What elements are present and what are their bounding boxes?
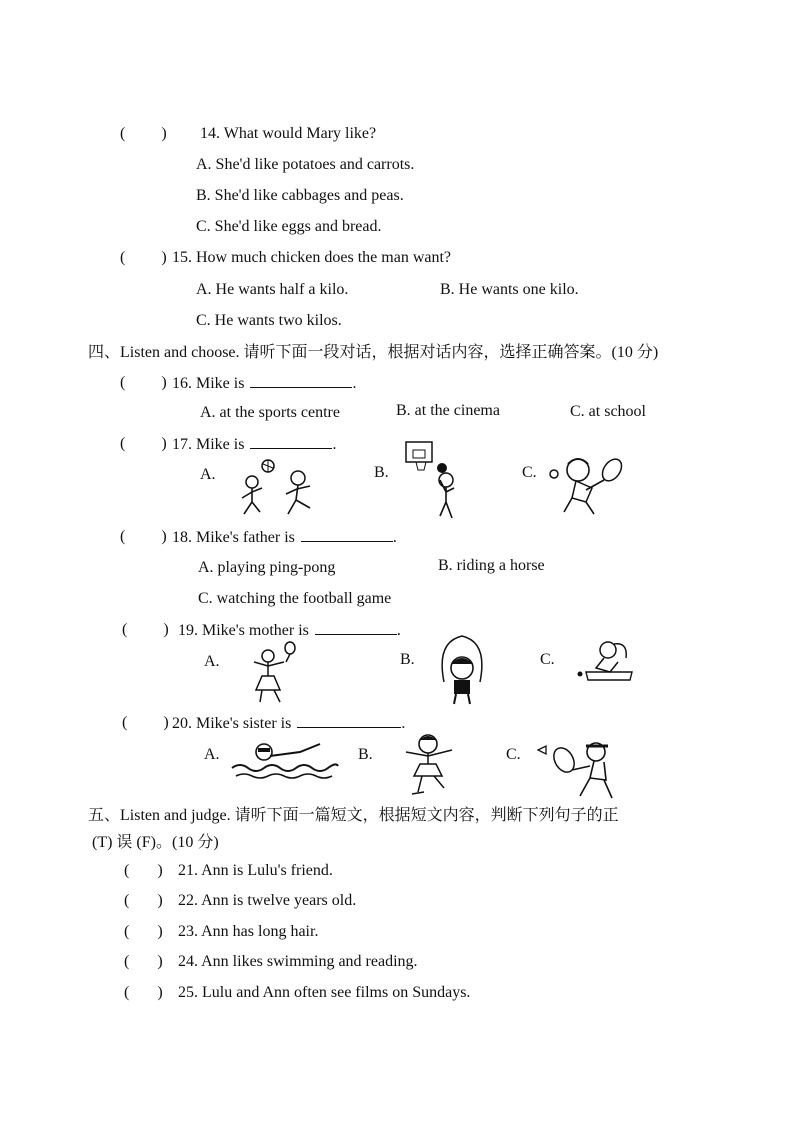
q19-option-a-label: A. (204, 653, 220, 670)
q25-open-paren: ( (124, 984, 130, 1001)
q21-statement: 21. Ann is Lulu's friend. (178, 862, 333, 879)
q25-answer-bracket[interactable] (124, 983, 163, 1003)
q20-question (172, 713, 405, 734)
q16-question (172, 373, 356, 394)
skating-girl-icon (396, 732, 460, 802)
section5-title: 五、Listen and judge. 请听下面一篇短文，根据短文内容，判断下列句子的正 (88, 807, 619, 824)
q18-answer-bracket[interactable] (120, 527, 167, 547)
q16-end: . (352, 375, 357, 392)
q25-close-paren: ) (157, 984, 163, 1001)
q15-open-paren: ( (120, 249, 126, 266)
q18-blank[interactable] (301, 527, 393, 542)
q24-answer-bracket[interactable] (124, 952, 163, 972)
q17-option-c-label: C. (522, 464, 537, 481)
q21-close-paren: ) (157, 862, 163, 879)
q19-question (178, 620, 401, 641)
q24-statement: 24. Ann likes swimming and reading. (178, 953, 418, 970)
q17-question (172, 434, 336, 455)
q15-question: 15. How much chicken does the man want? (172, 249, 452, 266)
q17-option-a-label: A. (200, 466, 216, 483)
q17-close-paren: ) (161, 435, 167, 452)
q14-close-paren: ) (161, 125, 167, 142)
soccer-players-icon (230, 458, 340, 520)
badminton-girl-icon (534, 738, 624, 802)
q20-open-paren: ( (122, 714, 128, 731)
q14-answer-bracket[interactable] (120, 124, 167, 144)
q17-end: . (332, 436, 337, 453)
q19-open-paren: ( (122, 621, 128, 638)
q19-close-paren: ) (163, 621, 169, 638)
q24-open-paren: ( (124, 953, 130, 970)
q19-answer-bracket[interactable] (122, 620, 169, 640)
q14-question: 14. What would Mary like? (200, 125, 377, 142)
section4-title: 四、Listen and choose. 请听下面一段对话，根据对话内容，选择正确答案。(10 分) (88, 344, 659, 361)
tennis-player-icon (548, 450, 630, 520)
ping-pong-woman-icon (574, 636, 636, 686)
q17-answer-bracket[interactable] (120, 434, 167, 454)
q19-blank[interactable] (315, 620, 397, 635)
q19-option-b-label: B. (400, 651, 415, 668)
q18-end: . (392, 529, 397, 546)
q14-option-c: C. She'd like eggs and bread. (196, 218, 382, 235)
q17-open-paren: ( (120, 435, 126, 452)
swimmer-icon (230, 738, 340, 782)
q22-answer-bracket[interactable] (124, 891, 163, 911)
basketball-player-icon (402, 440, 466, 522)
q22-close-paren: ) (157, 892, 163, 909)
q20-blank[interactable] (297, 713, 401, 728)
q20-answer-bracket[interactable] (122, 713, 169, 733)
q20-option-c-label: C. (506, 746, 521, 763)
q20-close-paren: ) (163, 714, 169, 731)
q22-open-paren: ( (124, 892, 130, 909)
q23-answer-bracket[interactable] (124, 922, 163, 942)
q16-option-a: A. at the sports centre (200, 404, 340, 421)
badminton-woman-icon (240, 640, 304, 706)
q18-option-c: C. watching the football game (198, 590, 392, 607)
q15-close-paren: ) (161, 249, 167, 266)
q16-text: 16. Mike is (172, 375, 245, 392)
q21-open-paren: ( (124, 862, 130, 879)
q19-option-c-label: C. (540, 651, 555, 668)
q17-blank[interactable] (250, 434, 332, 449)
q16-option-c: C. at school (570, 403, 646, 420)
q20-option-b-label: B. (358, 746, 373, 763)
q18-open-paren: ( (120, 528, 126, 545)
q18-option-b: B. riding a horse (438, 557, 545, 574)
q23-statement: 23. Ann has long hair. (178, 923, 319, 940)
q16-open-paren: ( (120, 374, 126, 391)
q25-statement: 25. Lulu and Ann often see films on Sundays. (178, 984, 471, 1001)
q22-statement: 22. Ann is twelve years old. (178, 892, 357, 909)
q14-option-a: A. She'd like potatoes and carrots. (196, 156, 415, 173)
q24-close-paren: ) (157, 953, 163, 970)
q15-option-c: C. He wants two kilos. (196, 312, 342, 329)
q19-end: . (396, 622, 401, 639)
q15-option-a: A. He wants half a kilo. (196, 281, 349, 298)
q16-option-b: B. at the cinema (396, 402, 500, 419)
q18-question (172, 527, 397, 548)
q20-end: . (401, 715, 406, 732)
jump-rope-girl-icon (436, 632, 488, 708)
q20-text: 20. Mike's sister is (172, 715, 292, 732)
section5-title-continued: (T) 误 (F)。(10 分) (92, 834, 219, 851)
q19-text: 19. Mike's mother is (178, 622, 309, 639)
q23-open-paren: ( (124, 923, 130, 940)
q18-option-a: A. playing ping-pong (198, 559, 336, 576)
q17-option-b-label: B. (374, 464, 389, 481)
q18-close-paren: ) (161, 528, 167, 545)
q18-text: 18. Mike's father is (172, 529, 295, 546)
q16-answer-bracket[interactable] (120, 373, 167, 393)
q14-open-paren: ( (120, 125, 126, 142)
q15-option-b: B. He wants one kilo. (440, 281, 579, 298)
q16-blank[interactable] (250, 373, 352, 388)
q17-text: 17. Mike is (172, 436, 245, 453)
q23-close-paren: ) (157, 923, 163, 940)
q20-option-a-label: A. (204, 746, 220, 763)
q15-answer-bracket[interactable] (120, 248, 167, 268)
q16-close-paren: ) (161, 374, 167, 391)
q21-answer-bracket[interactable] (124, 861, 163, 881)
q14-option-b: B. She'd like cabbages and peas. (196, 187, 404, 204)
